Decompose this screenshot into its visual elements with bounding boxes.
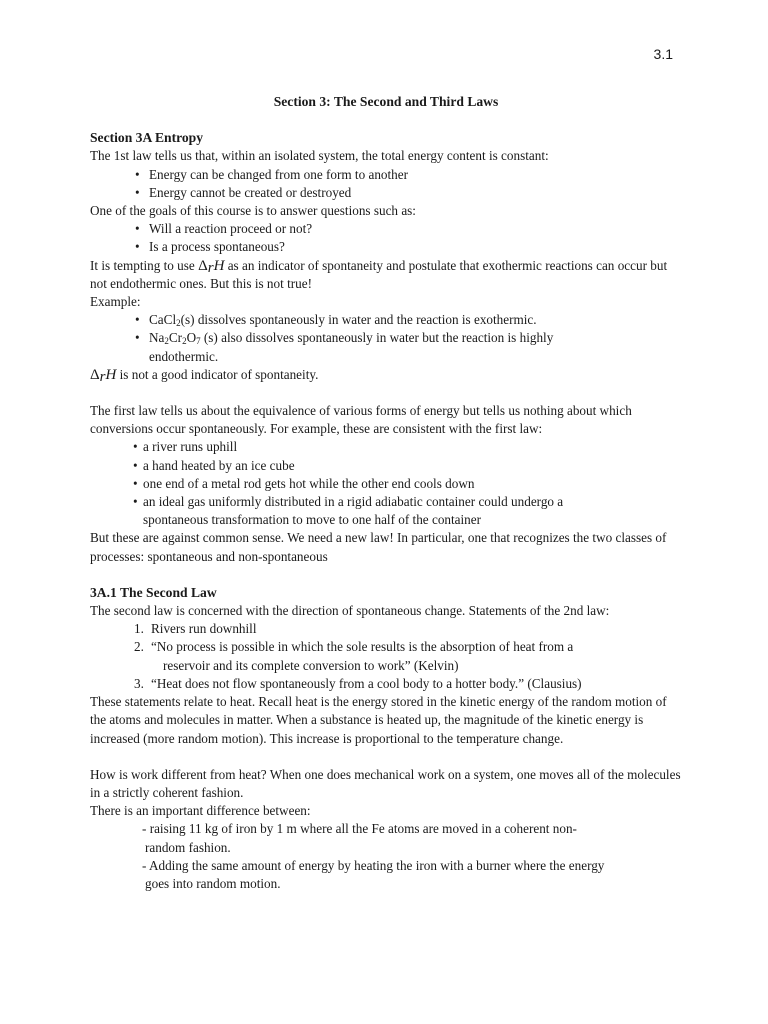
- consistent-bullet-list: [90, 438, 682, 529]
- goals-intro: One of the goals of this course is to answer questions such as:: [90, 203, 416, 219]
- difference-list: [90, 820, 682, 893]
- delta-symbol: Δ: [198, 257, 208, 274]
- bullet-marker: •: [135, 312, 140, 328]
- bullet-marker: •: [133, 475, 138, 491]
- difference-intro: There is an important difference between:: [90, 803, 311, 819]
- list-item: • a hand heated by an ice cube: [90, 457, 682, 475]
- work-paragraph: How is work different from heat? When one does mechanical work on a system, one moves all of the molecules in a strictly coherent fashion.: [90, 766, 681, 800]
- bullet-marker: •: [135, 330, 140, 346]
- heat-paragraph: These statements relate to heat. Recall heat is the energy stored in the kinetic energy of the random motion of the atoms and molecules in matter. When a substance is heated up, the magnitude of the kinetic energy is increased (more random motion). This increase is proportional to the temperature change.: [90, 694, 667, 746]
- not-good-indicator: $\Delta_rH$ is not a good indicator of spontaneity.: [90, 366, 319, 385]
- list-item: • an ideal gas uniformly distributed in a rigid adiabatic container could undergo a spontaneous transformation to move to one half of the container: [133, 494, 564, 528]
- first-law-paragraph: The first law tells us about the equivalence of various forms of energy but tells us nothing about which conversions occur spontaneously. For example, these are consistent with the first law:: [90, 403, 632, 437]
- list-item: 1. Rivers run downhill: [134, 621, 257, 637]
- list-item: • one end of a metal rod gets hot while the other end cools down: [90, 475, 682, 493]
- second-law-statements: [90, 620, 682, 693]
- list-item: • Is a process spontaneous?: [90, 238, 682, 256]
- bullet-marker: •: [135, 239, 140, 255]
- bullet-marker: •: [135, 184, 140, 200]
- page-number: 3.1: [653, 46, 673, 62]
- list-item: • a river runs uphill: [90, 438, 682, 456]
- list-item: • Energy cannot be created or destroyed: [90, 184, 682, 202]
- section-3a-heading: Section 3A Entropy: [90, 130, 204, 146]
- bullet-marker: •: [135, 166, 140, 182]
- list-item: • Will a reaction proceed or not?: [90, 220, 682, 238]
- second-law-intro: The second law is concerned with the direction of spontaneous change. Statements of the 2nd law:: [90, 603, 610, 619]
- example-label: Example:: [90, 294, 141, 310]
- energy-bullet-list: [90, 166, 682, 202]
- bullet-marker: •: [133, 457, 138, 473]
- goal-bullet-list: [90, 220, 682, 256]
- example-list: [90, 311, 682, 366]
- list-item: • $Na_2Cr_2O_7$ (s) also dissolves spontaneously in water but the reaction is highly endothermic.: [135, 330, 554, 364]
- page-title: Section 3: The Second and Third Laws: [273, 94, 499, 109]
- common-sense-paragraph: But these are against common sense. We need a new law! In particular, one that recognizes the two classes of processes: spontaneous and non-spontaneous: [90, 530, 667, 564]
- delta-symbol: Δ: [90, 366, 100, 383]
- list-item: - raising 11 kg of iron by 1 m where all the Fe atoms are moved in a coherent non- random fashion.: [142, 821, 577, 855]
- list-item: - Adding the same amount of energy by heating the iron with a burner where the energy goes into random motion.: [142, 857, 605, 891]
- list-item: 2. “No process is possible in which the sole results is the absorption of heat from a reservoir and its complete conversion to work” (Kelvin): [134, 639, 574, 673]
- list-item: • Energy can be changed from one form to another: [90, 166, 682, 184]
- document-body: [90, 93, 682, 893]
- bullet-marker: •: [133, 439, 138, 455]
- bullet-marker: •: [135, 221, 140, 237]
- bullet-marker: •: [133, 494, 138, 510]
- first-law-intro: The 1st law tells us that, within an isolated system, the total energy content is constant:: [90, 148, 549, 164]
- list-item: • CaCl$_2$(s) dissolves spontaneously in water and the reaction is exothermic.: [135, 312, 537, 329]
- list-item: 3. “Heat does not flow spontaneously from a cool body to a hotter body.” (Clausius): [134, 675, 582, 691]
- tempting-paragraph: It is tempting to use $\Delta_rH$ as an indicator of spontaneity and postulate that exothermic reactions can occur but not endothermic ones. But this is not true!: [90, 257, 668, 291]
- section-3a1-heading: 3A.1 The Second Law: [90, 584, 217, 600]
